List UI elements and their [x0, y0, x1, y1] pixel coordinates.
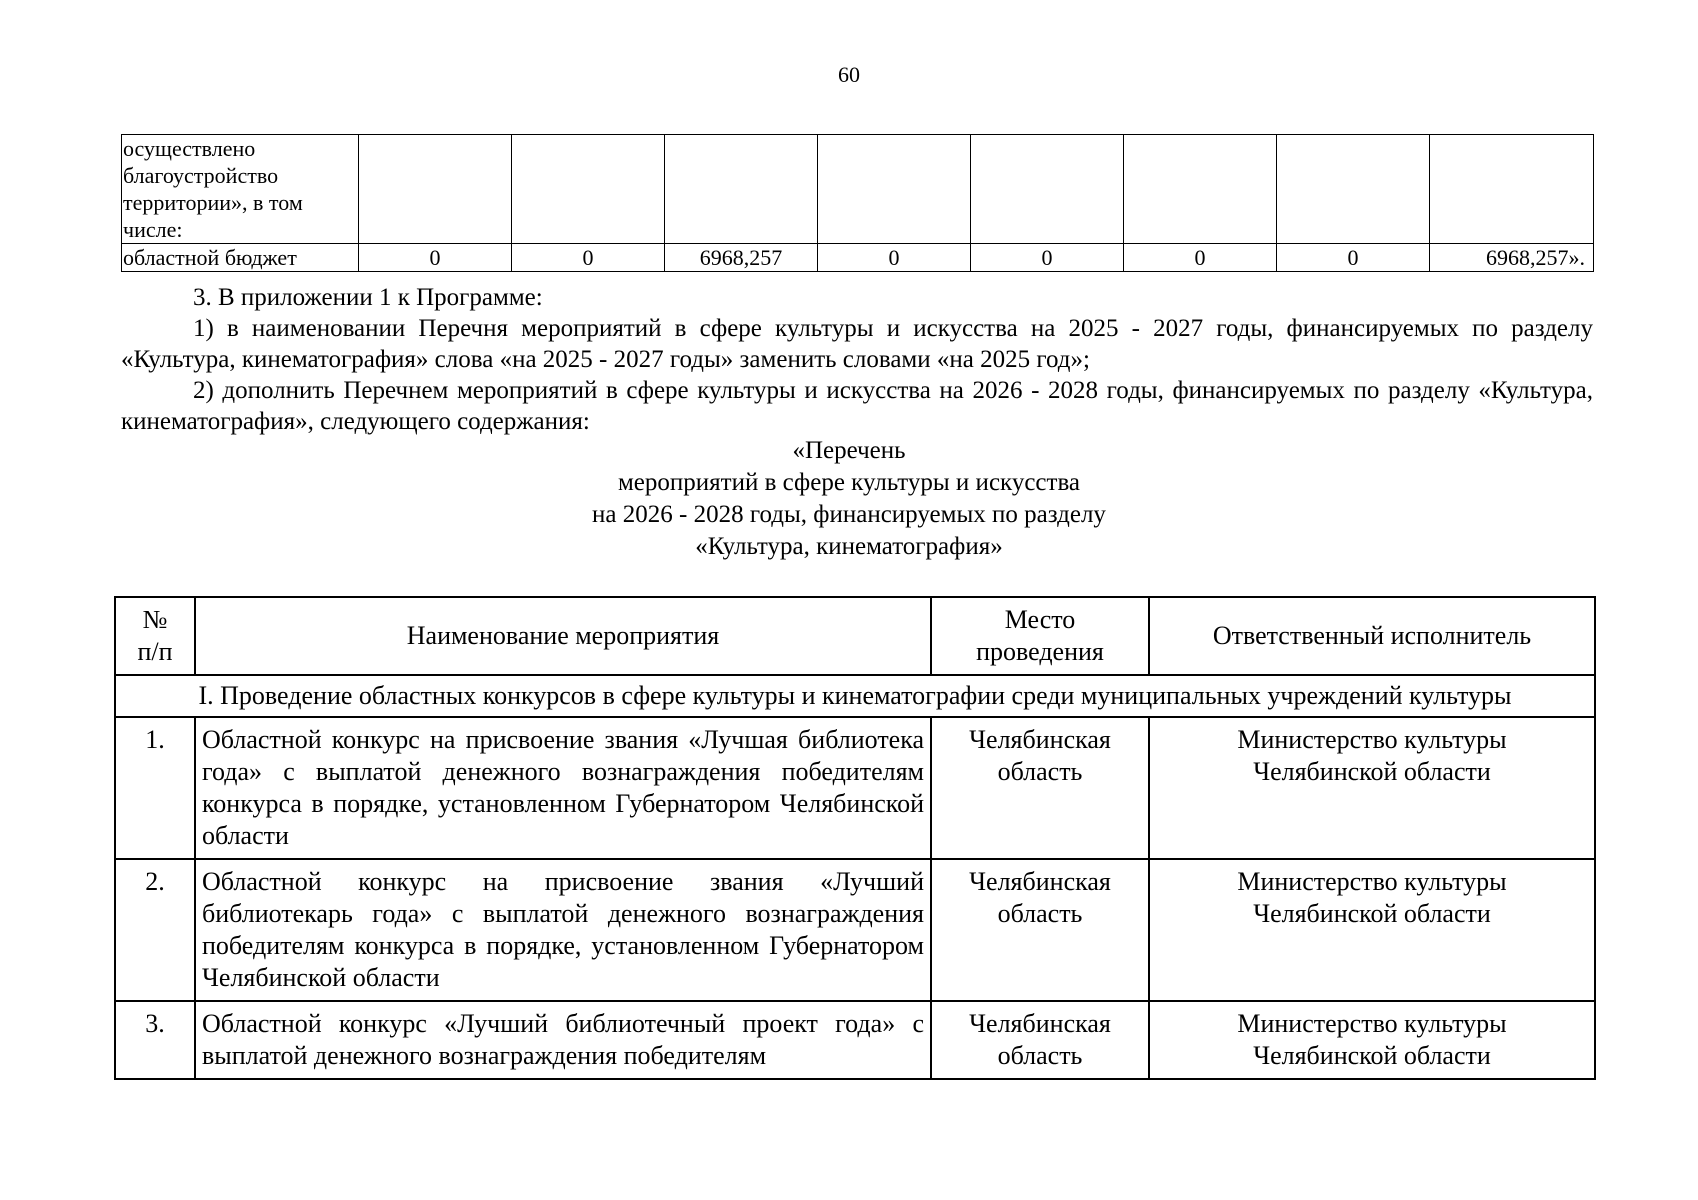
event-responsible: Министерство культуры Челябинской области [1149, 859, 1595, 1001]
empty-cell [1124, 135, 1277, 244]
header-place: Место проведения [931, 597, 1149, 675]
event-name: Областной конкурс на присвоение звания «Лучший библиотекарь года» с выплатой денежного вознаграждения победителям конкурса в порядке, установленном Губернатором Челябинской области [195, 859, 931, 1001]
event-place: Челябинская область [931, 1001, 1149, 1079]
empty-cell [359, 135, 512, 244]
value-cell: 0 [818, 244, 971, 272]
events-list-table [114, 596, 1596, 1080]
empty-cell [1430, 135, 1594, 244]
value-cell: 0 [512, 244, 665, 272]
value-cell: 0 [1277, 244, 1430, 272]
empty-cell [1277, 135, 1430, 244]
header-responsible: Ответственный исполнитель [1149, 597, 1595, 675]
value-cell: 0 [971, 244, 1124, 272]
row-number: 2. [115, 859, 195, 1001]
event-responsible: Министерство культуры Челябинской области [1149, 1001, 1595, 1079]
value-cell: 0 [1124, 244, 1277, 272]
empty-cell [818, 135, 971, 244]
value-cell: 6968,257 [665, 244, 818, 272]
paragraph-subitem-1: 1) в наименовании Перечня мероприятий в сфере культуры и искусства на 2025 - 2027 годы, финансируемых по разделу «Культура, кинематография» слова «на 2025 - 2027 годы» заменить словами «на 2025 год»; [121, 315, 1593, 373]
event-place: Челябинская область [931, 859, 1149, 1001]
event-place: Челябинская область [931, 717, 1149, 859]
table-row [115, 717, 1595, 859]
section-row [115, 675, 1595, 717]
list-title: «Перечень мероприятий в сфере культуры и искусства на 2026 - 2028 годы, финансируемых по разделу «Культура, кинематография» [592, 437, 1106, 560]
page-number: 60 [838, 62, 860, 87]
event-name: Областной конкурс «Лучший библиотечный проект года» с выплатой денежного вознаграждения победителям [195, 1001, 931, 1079]
value-cell-total: 6968,257». [1430, 244, 1594, 272]
paragraph-subitem-2: 2) дополнить Перечнем мероприятий в сфере культуры и искусства на 2026 - 2028 годы, финансируемых по разделу «Культура, кинематография», следующего содержания: [121, 377, 1593, 435]
row-label-regional-budget: областной бюджет [122, 244, 359, 272]
event-responsible: Министерство культуры Челябинской области [1149, 717, 1595, 859]
row-number: 3. [115, 1001, 195, 1079]
value-cell: 0 [359, 244, 512, 272]
table-row [122, 135, 1594, 244]
empty-cell [665, 135, 818, 244]
header-number: № п/п [115, 597, 195, 675]
row-label-improvement: осуществлено благоустройство территории», в том числе: [122, 135, 359, 244]
section-title: I. Проведение областных конкурсов в сфере культуры и кинематографии среди муниципальных учреждений культуры [115, 675, 1595, 717]
header-event-name: Наименование мероприятия [195, 597, 931, 675]
paragraph-item-3: 3. В приложении 1 к Программе: [193, 284, 543, 311]
empty-cell [971, 135, 1124, 244]
row-number: 1. [115, 717, 195, 859]
budget-continuation-table [121, 134, 1594, 272]
table-row [122, 244, 1594, 272]
table-row [115, 859, 1595, 1001]
empty-cell [512, 135, 665, 244]
table-header-row [115, 597, 1595, 675]
event-name: Областной конкурс на присвоение звания «Лучшая библиотека года» с выплатой денежного вознаграждения победителям конкурса в порядке, установленном Губернатором Челябинской области [195, 717, 931, 859]
table-row [115, 1001, 1595, 1079]
